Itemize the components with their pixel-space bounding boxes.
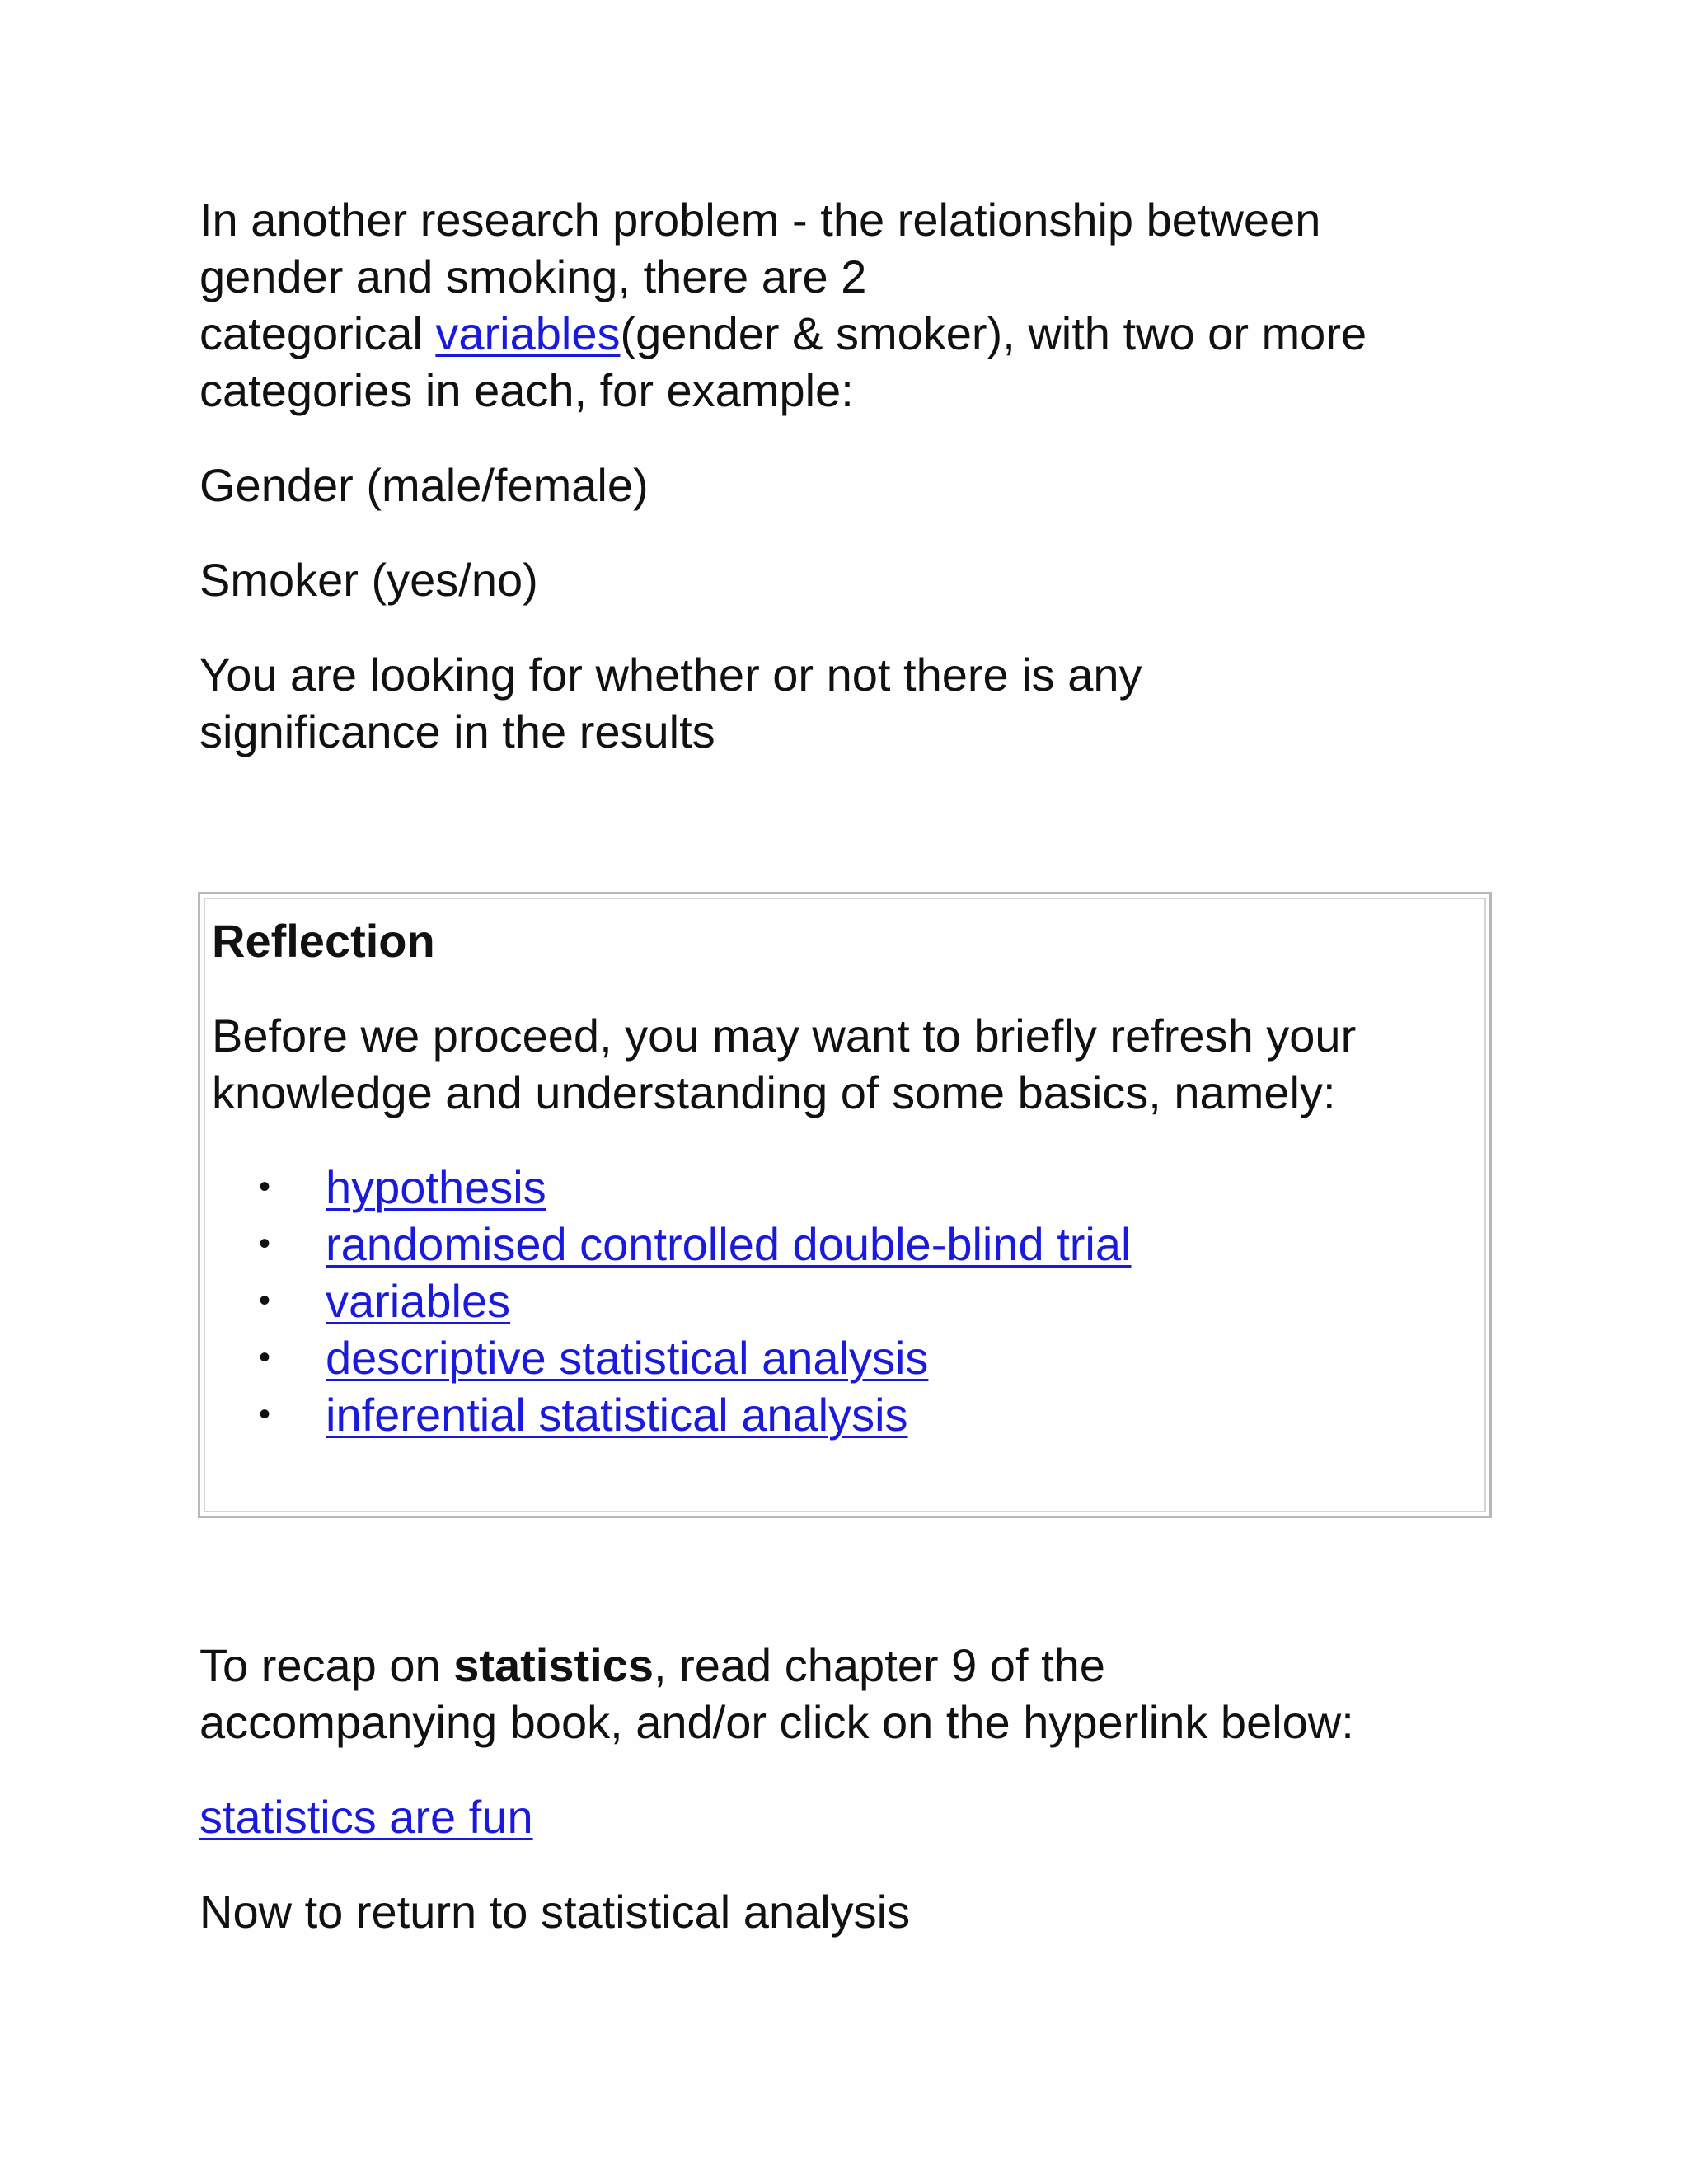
smoker-line: Smoker (yes/no) — [199, 554, 538, 606]
reflection-text-line-2: knowledge and understanding of some basics, namely: — [212, 1066, 1336, 1118]
list-item — [212, 1159, 1484, 1216]
recap-line-2: accompanying book, and/or click on the hyperlink below: — [199, 1696, 1354, 1748]
intro-paragraph — [199, 191, 1502, 419]
statistics-are-fun-link[interactable]: statistics are fun — [199, 1791, 533, 1843]
recap-bold: statistics — [453, 1639, 654, 1691]
fun-link-paragraph — [199, 1788, 1502, 1845]
intro-line-2: gender and smoking, there are 2 — [199, 251, 867, 302]
intro-section — [199, 191, 1502, 760]
bullet-icon: • — [259, 1396, 271, 1432]
bullet-icon: • — [259, 1339, 271, 1376]
bullet-icon: • — [259, 1226, 271, 1262]
reflection-title: Reflection — [212, 915, 435, 967]
variables-list-link[interactable]: variables — [326, 1275, 511, 1327]
gender-line: Gender (male/female) — [199, 459, 649, 511]
recap-pre: To recap on — [199, 1639, 454, 1691]
list-item — [212, 1272, 1484, 1329]
reflection-box — [198, 892, 1492, 1518]
descriptive-analysis-link[interactable]: descriptive statistical analysis — [326, 1332, 929, 1384]
list-item — [212, 1216, 1484, 1272]
intro-line-3-post: (gender & smoker), with two or more — [620, 307, 1367, 359]
intro-line-3-pre: categorical — [199, 307, 436, 359]
intro-line-4: categories in each, for example: — [199, 364, 854, 416]
list-item — [212, 1386, 1484, 1443]
recap-paragraph — [199, 1637, 1502, 1750]
reflection-text — [212, 1007, 1484, 1121]
intro-line-1: In another research problem - the relationship between — [199, 194, 1321, 246]
basics-link-list — [212, 1159, 1484, 1443]
inferential-analysis-link[interactable]: inferential statistical analysis — [326, 1389, 908, 1441]
bullet-icon: • — [259, 1169, 271, 1205]
variables-link[interactable]: variables — [435, 307, 621, 359]
recap-section — [199, 1637, 1502, 1940]
return-text: Now to return to statistical analysis — [199, 1886, 911, 1938]
significance-line-2: significance in the results — [199, 705, 715, 757]
bullet-icon: • — [259, 1282, 271, 1319]
reflection-content — [204, 898, 1486, 1512]
significance-paragraph — [199, 646, 1502, 760]
list-item — [212, 1329, 1484, 1386]
recap-post: , read chapter 9 of the — [654, 1639, 1105, 1691]
hypothesis-link[interactable]: hypothesis — [326, 1161, 546, 1213]
rct-link[interactable]: randomised controlled double-blind trial — [326, 1218, 1132, 1270]
reflection-text-line-1: Before we proceed, you may want to briefly refresh your — [212, 1010, 1357, 1062]
significance-line-1: You are looking for whether or not there is any — [199, 649, 1142, 701]
